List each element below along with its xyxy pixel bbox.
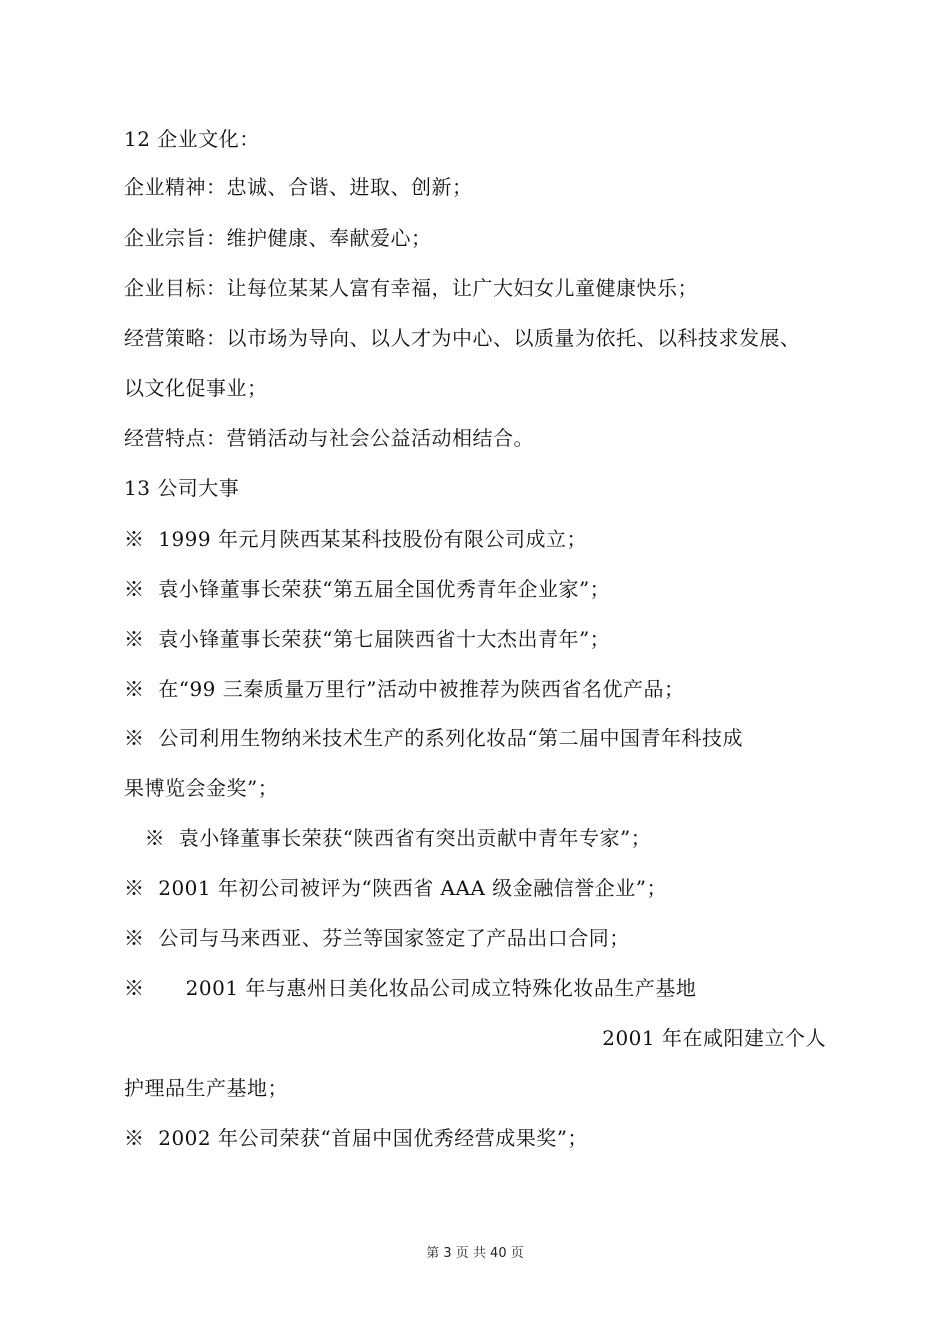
- text-line: ※ 在“99 三秦质量万里行”活动中被推荐为陕西省名优产品；: [124, 677, 685, 701]
- text-line: ※ 公司利用生物纳米技术生产的系列化妆品“第二届中国青年科技成: [124, 726, 743, 750]
- text-line: 企业宗旨：维护健康、奉献爱心；: [124, 226, 432, 250]
- text-line: 12 企业文化：: [124, 127, 260, 151]
- text-line: 企业目标：让每位某某人富有幸福，让广大妇女儿童健康快乐；: [124, 276, 698, 300]
- text-line: ※ 公司与马来西亚、芬兰等国家签定了产品出口合同；: [124, 926, 630, 950]
- text-line: ※ 2002 年公司荣获“首届中国优秀经营成果奖”；: [124, 1126, 588, 1150]
- text-line: 13 公司大事: [124, 476, 240, 500]
- text-line: 护理品生产基地；: [124, 1076, 288, 1100]
- page-footer: 第 3 页 共 40 页: [426, 1246, 524, 1261]
- text-line: ※ 1999 年元月陕西某某科技股份有限公司成立；: [124, 527, 587, 551]
- text-line: ※ 袁小锋董事长荣获“第五届全国优秀青年企业家”；: [124, 577, 611, 601]
- text-line: ※ 2001 年初公司被评为“陕西省 AAA 级金融信誉企业”；: [124, 876, 667, 900]
- text-line: 企业精神：忠诚、合谐、进取、创新；: [124, 175, 473, 199]
- text-line: ※ 袁小锋董事长荣获“陕西省有突出贡献中青年专家”；: [124, 826, 652, 850]
- text-line: 果博览会金奖”；: [124, 776, 279, 800]
- text-line: 经营策略：以市场为导向、以人才为中心、以质量为依托、以科技求发展、: [124, 326, 801, 350]
- text-line: 经营特点：营销活动与社会公益活动相结合。: [124, 426, 534, 450]
- text-line: 以文化促事业；: [124, 376, 268, 400]
- text-line: 2001 年在咸阳建立个人: [602, 1026, 826, 1050]
- text-line: ※ 袁小锋董事长荣获“第七届陕西省十大杰出青年”；: [124, 627, 611, 651]
- text-line: ※ 2001 年与惠州日美化妆品公司成立特殊化妆品生产基地: [124, 976, 697, 1000]
